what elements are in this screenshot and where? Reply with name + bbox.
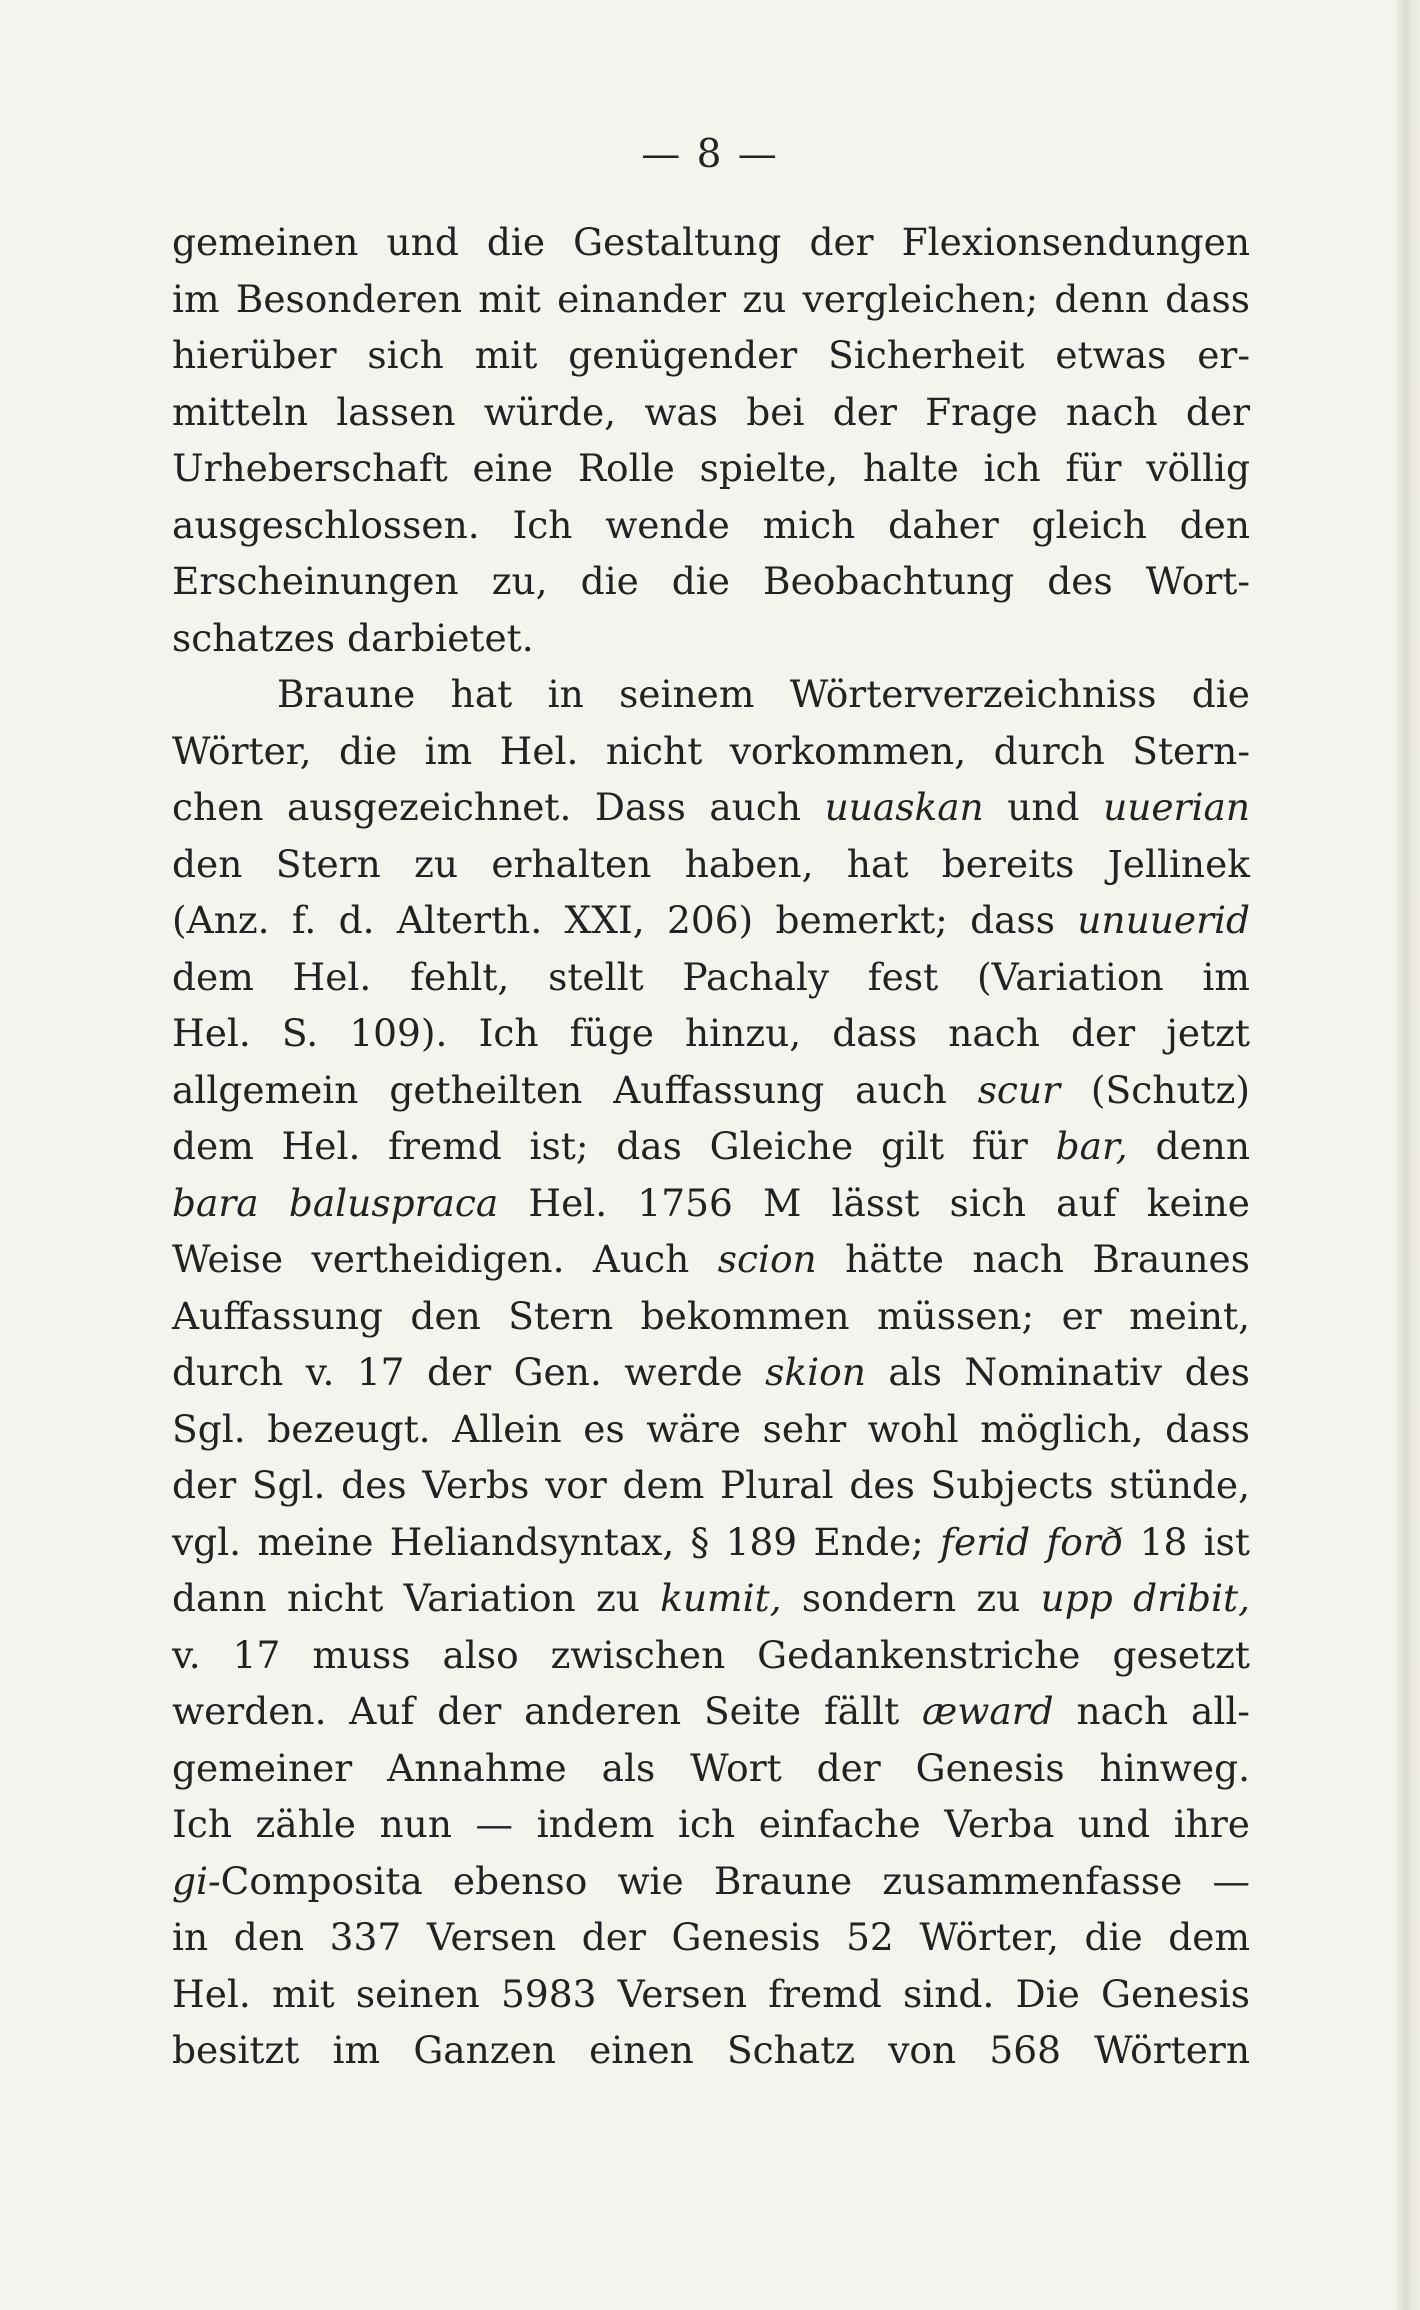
text-segment: Ich zähle nun — indem ich einfache Verba und ihre <box>172 1802 1250 1846</box>
text-line <box>172 1853 1250 1910</box>
text-segment: gemeinen und die Gestaltung der Flexionsendungen <box>172 220 1250 264</box>
italic-word: ferid forð <box>940 1519 1124 1564</box>
text-line <box>172 610 1250 667</box>
text-segment: mitteln lassen würde, was bei der Frage nach der <box>172 389 1250 434</box>
page-edge-shadow <box>1394 0 1420 2310</box>
text-segment: v. 17 muss also zwischen Gedankenstriche gesetzt <box>172 1632 1250 1677</box>
text-segment: ausgeschlossen. Ich wende mich daher gleich den <box>172 502 1250 547</box>
italic-word: uuaskan <box>824 785 984 829</box>
text-segment: 18 ist <box>1123 1519 1250 1564</box>
body-text <box>172 214 1250 2079</box>
text-line <box>172 1062 1250 1119</box>
text-segment: denn <box>1127 1124 1250 1168</box>
italic-word: kumit, <box>660 1576 782 1620</box>
text-line <box>172 1118 1250 1175</box>
italic-word: scur <box>977 1067 1061 1112</box>
text-segment: (Anz. f. d. Alterth. XXI, 206) bemerkt; dass <box>172 898 1078 942</box>
text-segment: Hel. mit seinen 5983 Versen fremd sind. Die Genesis <box>172 1971 1250 2016</box>
text-segment: Braune hat in seinem Wörterverzeichniss die <box>277 672 1250 716</box>
text-segment: dem Hel. fehlt, stellt Pachaly fest (Variation im <box>172 954 1250 999</box>
text-line <box>172 1457 1250 1514</box>
italic-word: skion <box>765 1350 866 1394</box>
text-segment: gemeiner Annahme als Wort der Genesis hinweg. <box>172 1745 1250 1790</box>
italic-word: gi- <box>172 1858 221 1903</box>
text-segment: Hel. 1756 M lässt sich auf keine <box>498 1180 1250 1225</box>
text-segment: als Nominativ des <box>865 1350 1251 1394</box>
italic-word: uuerian <box>1103 785 1250 829</box>
text-line <box>172 1175 1250 1232</box>
text-line <box>172 553 1250 610</box>
text-line <box>172 271 1250 328</box>
text-segment: Sgl. bezeugt. Allein es wäre sehr wohl möglich, dass <box>172 1406 1250 1451</box>
text-line <box>172 214 1250 271</box>
text-segment: in den 337 Versen der Genesis 52 Wörter, die dem <box>172 1915 1250 1959</box>
text-line <box>172 723 1250 780</box>
text-segment: schatzes darbietet. <box>172 615 534 660</box>
italic-word: bara balusprаca <box>172 1180 499 1225</box>
italic-word: æward <box>922 1689 1054 1733</box>
text-segment: (Schutz) <box>1060 1067 1250 1112</box>
text-line <box>172 1514 1250 1571</box>
text-segment: hierüber sich mit genügender Sicherheit etwas er- <box>172 333 1250 377</box>
text-segment: Auffassung den Stern bekommen müssen; er meint, <box>172 1293 1250 1338</box>
italic-word: upp dribit, <box>1040 1576 1250 1620</box>
italic-word: bar, <box>1055 1124 1128 1168</box>
text-segment: vgl. meine Heliandsyntax, § 189 Ende; <box>172 1519 941 1564</box>
text-segment: dem Hel. fremd ist; das Gleiche gilt für <box>172 1124 1056 1168</box>
text-line <box>172 1627 1250 1684</box>
italic-word: unuuerid <box>1077 898 1250 942</box>
text-line <box>172 779 1250 836</box>
text-line <box>172 892 1250 949</box>
text-segment: Urheberschaft eine Rolle spielte, halte ich für völlig <box>172 446 1250 490</box>
text-segment: im Besonderen mit einander zu vergleichen; denn dass <box>172 276 1250 321</box>
text-segment: Composita ebenso wie Braune zusammenfasse — <box>220 1858 1250 1903</box>
text-line <box>172 1683 1250 1740</box>
text-segment: den Stern zu erhalten haben, hat bereits Jellinek <box>172 841 1250 886</box>
text-line <box>172 440 1250 497</box>
text-segment: der Sgl. des Verbs vor dem Plural des Subjects stünde, <box>172 1463 1250 1507</box>
text-line <box>172 1796 1250 1853</box>
text-line <box>172 666 1250 723</box>
text-line <box>172 1005 1250 1062</box>
text-segment: allgemein getheilten Auffassung auch <box>172 1067 978 1112</box>
text-line <box>172 1570 1250 1627</box>
text-segment: chen ausgezeichnet. Dass auch <box>172 785 825 829</box>
text-line <box>172 1401 1250 1458</box>
text-segment: Erscheinungen zu, die die Beobachtung des Wort- <box>172 559 1250 603</box>
text-line <box>172 1288 1250 1345</box>
page-number: — 8 — <box>641 132 779 177</box>
text-segment: nach all- <box>1053 1689 1250 1733</box>
text-line <box>172 949 1250 1006</box>
text-line <box>172 2022 1250 2079</box>
text-line <box>172 1909 1250 1966</box>
text-line <box>172 836 1250 893</box>
text-line <box>172 1344 1250 1401</box>
text-line <box>172 1966 1250 2023</box>
text-segment: Wörter, die im Hel. nicht vorkommen, durch Stern- <box>172 728 1250 773</box>
text-line <box>172 327 1250 384</box>
text-line <box>172 1740 1250 1797</box>
text-line <box>172 497 1250 554</box>
text-segment: sondern zu <box>781 1576 1041 1620</box>
text-segment: werden. Auf der anderen Seite fällt <box>172 1689 923 1733</box>
text-line <box>172 1231 1250 1288</box>
text-segment: dann nicht Variation zu <box>172 1576 661 1620</box>
text-segment: besitzt im Ganzen einen Schatz von 568 Wörtern <box>172 2028 1250 2072</box>
text-segment: Weise vertheidigen. Auch <box>172 1237 718 1281</box>
italic-word: scion <box>717 1237 817 1281</box>
text-segment: Hel. S. 109). Ich füge hinzu, dass nach der jetzt <box>172 1011 1250 1055</box>
text-segment: hätte nach Braunes <box>816 1237 1250 1281</box>
text-line <box>172 384 1250 441</box>
text-segment: durch v. 17 der Gen. werde <box>172 1350 766 1394</box>
text-segment: und <box>983 785 1104 829</box>
